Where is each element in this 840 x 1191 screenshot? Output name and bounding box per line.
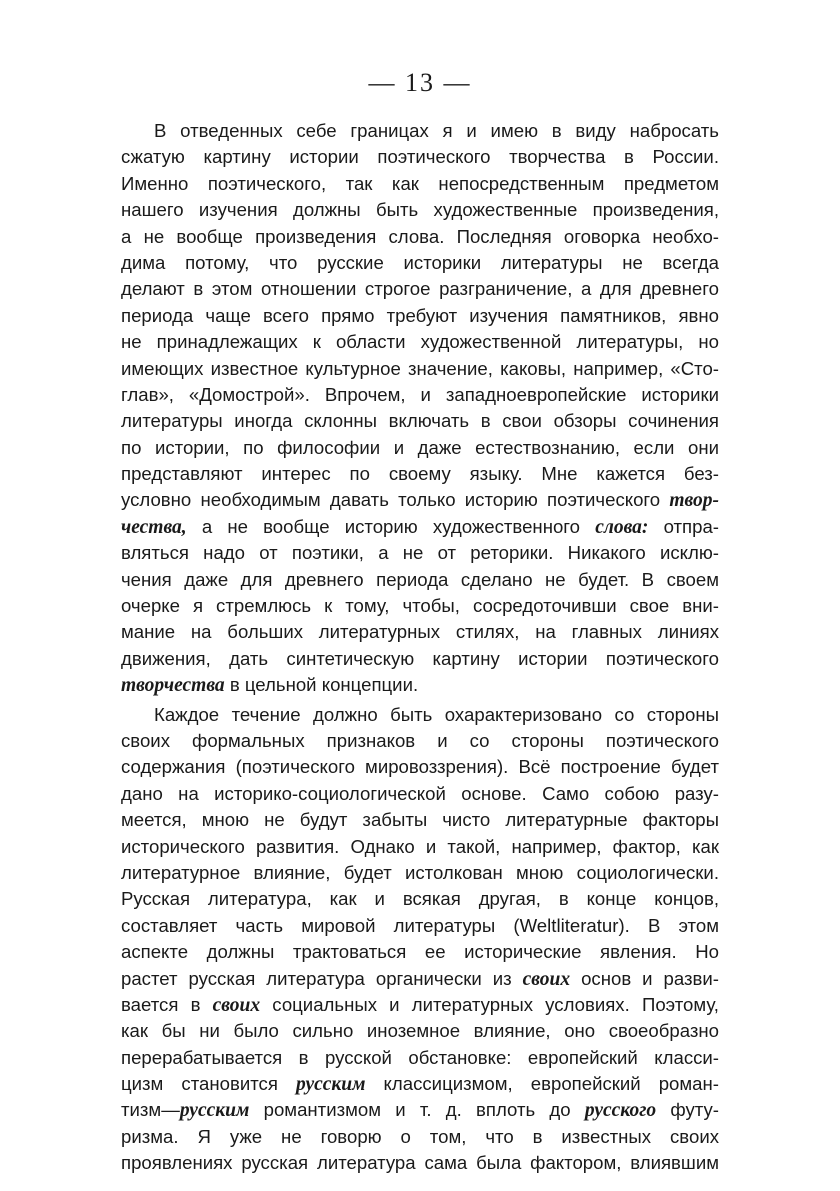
text-segment: классицизмом, европейский роман- bbox=[365, 1073, 719, 1095]
text-segment: тизм— bbox=[121, 1099, 180, 1121]
text-segment: периода чаще всего прямо требуют изучения памятников, явно bbox=[121, 304, 719, 326]
emphasized-text: слова: bbox=[595, 516, 649, 538]
text-line bbox=[121, 197, 719, 223]
text-segment: по истории, по философии и даже естествознанию, если они bbox=[121, 436, 719, 458]
text-segment: нашего изучения должны быть художественные произведения, bbox=[121, 199, 719, 221]
text-line bbox=[121, 860, 719, 886]
text-segment: растет русская литература органически из bbox=[121, 967, 523, 989]
text-segment: как бы ни было сильно иноземное влияние, оно своеобразно bbox=[121, 1020, 719, 1042]
text-line bbox=[121, 834, 719, 860]
text-segment: вается в bbox=[121, 993, 213, 1015]
text-segment: Именно поэтического, так как непосредственным предметом bbox=[121, 172, 719, 194]
text-segment: социальных и литературных условиях. Поэтому, bbox=[260, 993, 719, 1015]
text-line bbox=[121, 1150, 719, 1176]
text-segment: очерке я стремлюсь к тому, чтобы, сосредоточивши свое вни- bbox=[121, 595, 719, 617]
emphasized-text: русского bbox=[584, 1100, 657, 1122]
emphasized-text: своих bbox=[212, 994, 261, 1016]
text-segment: сжатую картину истории поэтического творчества в России. bbox=[121, 146, 719, 168]
text-line bbox=[121, 939, 719, 965]
text-line bbox=[121, 461, 719, 487]
text-line bbox=[121, 781, 719, 807]
text-segment: цизм становится bbox=[121, 1073, 296, 1095]
text-line bbox=[121, 1018, 719, 1044]
text-segment: футу- bbox=[656, 1099, 719, 1121]
text-line bbox=[121, 171, 719, 197]
text-segment: мание на больших литературных стилях, на главных линиях bbox=[121, 621, 719, 643]
text-segment: дима потому, что русские историки литературы не всегда bbox=[121, 251, 719, 273]
text-line bbox=[121, 356, 719, 382]
text-segment: литературы иногда склонны включать в свои обзоры сочинения bbox=[121, 410, 719, 432]
text-segment: имеющих известное культурное значение, каковы, например, «Сто- bbox=[121, 357, 719, 379]
text-segment: содержания (поэтического мировоззрения). Всё построение будет bbox=[121, 756, 719, 778]
text-line bbox=[121, 619, 719, 645]
text-line bbox=[121, 303, 719, 329]
emphasized-text: чества, bbox=[121, 516, 187, 538]
text-segment: делают в этом отношении строгое разграничение, а для древнего bbox=[121, 278, 719, 300]
text-segment: романтизмом и т. д. вплоть до bbox=[249, 1099, 585, 1121]
text-line bbox=[121, 435, 719, 461]
text-segment: своих формальных признаков и со стороны поэтического bbox=[121, 729, 719, 751]
text-segment: исторического развития. Однако и такой, например, фактор, как bbox=[121, 835, 719, 857]
text-line bbox=[121, 886, 719, 912]
text-segment: В отведенных себе границах я и имею в виду набросать bbox=[154, 120, 719, 141]
text-segment: основ и разви- bbox=[570, 967, 719, 989]
text-segment: Каждое течение должно быть охарактеризовано со стороны bbox=[154, 703, 719, 725]
page-number: — 13 — bbox=[368, 68, 472, 97]
text-line bbox=[121, 118, 719, 144]
text-line bbox=[121, 966, 719, 992]
emphasized-text: своих bbox=[522, 968, 571, 990]
text-line bbox=[121, 1071, 719, 1097]
text-line bbox=[121, 487, 719, 513]
text-line bbox=[121, 672, 719, 698]
text-segment: глав», «Домострой». Впрочем, и западноевропейские историки bbox=[121, 383, 719, 405]
text-segment: ризма. Я уже не говорю о том, что в известных своих bbox=[121, 1125, 719, 1147]
text-segment: представляют интерес по своему языку. Мне кажется без- bbox=[121, 463, 719, 485]
text-line bbox=[121, 1097, 719, 1123]
text-line bbox=[121, 702, 719, 728]
body-text bbox=[121, 118, 719, 1177]
text-segment: составляет часть мировой литературы (Weltliteratur). В этом bbox=[121, 914, 719, 936]
text-line bbox=[121, 144, 719, 170]
emphasized-text: русским bbox=[295, 1074, 366, 1096]
text-line bbox=[121, 646, 719, 672]
text-segment: проявлениях русская литература сама была фактором, влиявшим bbox=[121, 1152, 719, 1174]
text-segment: меется, мною не будут забыты чисто литературные факторы bbox=[121, 809, 719, 831]
text-line bbox=[121, 276, 719, 302]
text-line bbox=[121, 992, 719, 1018]
text-segment: а не вообще историю художественного bbox=[186, 515, 596, 537]
text-segment: а не вообще произведения слова. Последняя оговорка необхо- bbox=[121, 225, 719, 247]
text-segment: отпра- bbox=[648, 515, 719, 537]
text-line bbox=[121, 728, 719, 754]
text-line bbox=[121, 329, 719, 355]
paragraph bbox=[121, 702, 719, 1177]
text-segment: условно необходимым давать только историю поэтического bbox=[121, 489, 670, 511]
text-segment: вляться надо от поэтики, а не от реторики. Никакого исклю- bbox=[121, 542, 719, 564]
text-line bbox=[121, 754, 719, 780]
text-segment: аспекте должны трактоваться ее исторические явления. Но bbox=[121, 941, 719, 963]
paragraph bbox=[121, 118, 719, 699]
emphasized-text: твор- bbox=[669, 490, 719, 512]
text-line bbox=[121, 540, 719, 566]
text-line bbox=[121, 807, 719, 833]
text-line bbox=[121, 250, 719, 276]
text-segment: чения даже для древнего периода сделано не будет. В своем bbox=[121, 568, 719, 590]
text-segment: не принадлежащих к области художественной литературы, но bbox=[121, 331, 719, 353]
text-line bbox=[121, 1124, 719, 1150]
text-line bbox=[121, 408, 719, 434]
emphasized-text: русским bbox=[179, 1100, 250, 1122]
text-line bbox=[121, 1045, 719, 1071]
emphasized-text: творчества bbox=[121, 675, 225, 697]
text-line bbox=[121, 593, 719, 619]
text-segment: дано на историко-социологической основе. Само собою разу- bbox=[121, 782, 719, 804]
text-line bbox=[121, 382, 719, 408]
text-line bbox=[121, 913, 719, 939]
text-line bbox=[121, 224, 719, 250]
text-line bbox=[121, 567, 719, 593]
text-segment: в цельной концепции. bbox=[224, 674, 419, 696]
text-segment: движения, дать синтетическую картину истории поэтического bbox=[121, 647, 719, 669]
text-segment: перерабатывается в русской обстановке: европейский класси- bbox=[121, 1046, 719, 1068]
text-line bbox=[121, 514, 719, 540]
text-segment: Русская литература, как и всякая другая, в конце концов, bbox=[121, 888, 719, 910]
text-segment: литературное влияние, будет истолкован мною социологически. bbox=[121, 861, 719, 883]
